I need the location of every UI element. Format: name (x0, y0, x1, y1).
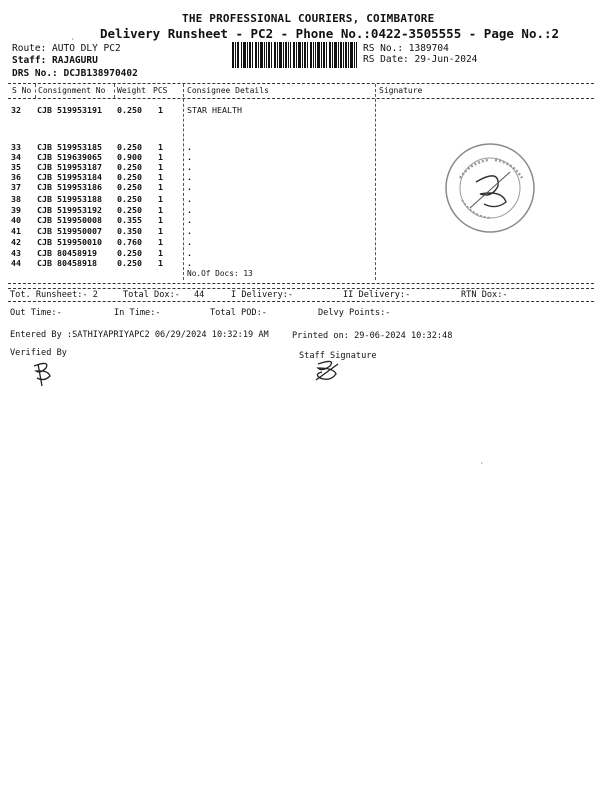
row-sno: 33 (11, 142, 21, 152)
row-weight: 0.760 (117, 237, 142, 247)
row-details: . (187, 258, 192, 268)
rtn-dox: RTN Dox:- (461, 290, 508, 300)
scan-speck: · (71, 36, 75, 43)
row-pcs: 1 (158, 172, 163, 182)
row-sno: 35 (11, 162, 21, 172)
row-consignment: CJB 519953187 (37, 162, 102, 172)
drs-number: DRS No.: DCJB138970402 (12, 68, 138, 79)
staff-signature-icon (310, 358, 344, 384)
column-header-sno: S No (12, 86, 32, 95)
row-pcs: 1 (158, 237, 163, 247)
entered-by: Entered By :SATHIYAPRIYAPC2 06/29/2024 10:32:19 AM (10, 330, 269, 340)
summary-top-rule (8, 288, 594, 289)
barcode-icon (232, 42, 357, 68)
row-details: STAR HEALTH (187, 105, 242, 115)
row-weight: 0.250 (117, 142, 142, 152)
row-sno: 40 (11, 215, 21, 225)
row-weight: 0.250 (117, 194, 142, 204)
row-consignment: CJB 519639065 (37, 152, 102, 162)
rs-number: RS No.: 1389704 (363, 43, 449, 54)
first-delivery: I Delivery:- (231, 290, 294, 300)
row-pcs: 1 (158, 205, 163, 215)
row-weight: 0.250 (117, 258, 142, 268)
column-divider (114, 84, 115, 98)
column-header-consignment: Consignment No (38, 86, 106, 95)
company-title: THE PROFESSIONAL COURIERS, COIMBATORE (182, 12, 435, 25)
row-consignment: CJB 80458919 (37, 248, 97, 258)
table-row (0, 258, 600, 267)
runsheet-title: Delivery Runsheet - PC2 - Phone No.:0422-3505555 - Page No.:2 (100, 26, 560, 41)
row-consignment: CJB 519953188 (37, 194, 102, 204)
second-delivery: II Delivery:- (343, 290, 411, 300)
column-header-details: Consignee Details (187, 86, 269, 95)
row-pcs: 1 (158, 142, 163, 152)
row-consignment: CJB 519953191 (37, 105, 102, 115)
staff-signature-label: Staff Signature (299, 351, 377, 361)
row-consignment: CJB 519953186 (37, 182, 102, 192)
route-label: Route: AUTO DLY PC2 (12, 43, 121, 54)
row-weight: 0.350 (117, 226, 142, 236)
row-pcs: 1 (158, 152, 163, 162)
delivery-points: Delvy Points:- (318, 308, 391, 318)
column-divider (35, 84, 36, 98)
row-sno: 38 (11, 194, 21, 204)
column-header-pcs: PCS (153, 86, 168, 95)
out-time: Out Time:- (10, 308, 62, 318)
row-pcs: 1 (158, 105, 163, 115)
row-weight: 0.250 (117, 182, 142, 192)
row-sno: 37 (11, 182, 21, 192)
row-sno: 34 (11, 152, 21, 162)
row-weight: 0.250 (117, 205, 142, 215)
row-pcs: 1 (158, 226, 163, 236)
row-weight: 0.250 (117, 172, 142, 182)
row-details: . (187, 237, 192, 247)
printed-on: Printed on: 29-06-2024 10:32:48 (292, 331, 453, 341)
docs-count: No.Of Docs: 13 (187, 269, 253, 278)
row-details: . (187, 142, 192, 152)
table-row (0, 105, 600, 114)
verified-by-label: Verified By (10, 348, 67, 358)
table-row (0, 248, 600, 257)
row-sno: 44 (11, 258, 21, 268)
total-dox-value: 44 (194, 290, 205, 300)
row-pcs: 1 (158, 215, 163, 225)
row-consignment: CJB 519953185 (37, 142, 102, 152)
total-runsheet: Tot. Runsheet:- 2 (10, 290, 98, 300)
row-consignment: CJB 519950007 (37, 226, 102, 236)
rs-date: RS Date: 29-Jun-2024 (363, 54, 478, 65)
table-bottom-rule (8, 283, 594, 284)
row-consignment: CJB 80458918 (37, 258, 97, 268)
row-sno: 42 (11, 237, 21, 247)
row-details: . (187, 248, 192, 258)
table-row (0, 237, 600, 246)
summary-bottom-rule (8, 301, 594, 302)
column-header-signature: Signature (379, 86, 423, 95)
row-details: . (187, 205, 192, 215)
verifier-signature-icon (28, 358, 58, 388)
row-details: . (187, 182, 192, 192)
row-details: . (187, 215, 192, 225)
row-sno: 36 (11, 172, 21, 182)
row-weight: 0.250 (117, 105, 142, 115)
total-dox-label: Total Dox:- (123, 290, 180, 300)
row-weight: 0.250 (117, 162, 142, 172)
company-stamp-icon (440, 138, 540, 238)
table-top-rule (8, 83, 594, 84)
staff-label: Staff: RAJAGURU (12, 55, 98, 66)
row-details: . (187, 152, 192, 162)
row-sno: 43 (11, 248, 21, 258)
row-sno: 32 (11, 105, 21, 115)
row-sno: 39 (11, 205, 21, 215)
row-details: . (187, 162, 192, 172)
in-time: In Time:- (114, 308, 161, 318)
row-pcs: 1 (158, 194, 163, 204)
row-details: . (187, 194, 192, 204)
row-consignment: CJB 519950008 (37, 215, 102, 225)
row-consignment: CJB 519953184 (37, 172, 102, 182)
row-sno: 41 (11, 226, 21, 236)
row-pcs: 1 (158, 162, 163, 172)
row-pcs: 1 (158, 248, 163, 258)
row-weight: 0.355 (117, 215, 142, 225)
scan-speck: · (480, 460, 484, 467)
row-weight: 0.250 (117, 248, 142, 258)
row-details: . (187, 226, 192, 236)
table-header-rule (8, 98, 594, 99)
row-pcs: 1 (158, 182, 163, 192)
row-consignment: CJB 519953192 (37, 205, 102, 215)
total-pod: Total POD:- (210, 308, 267, 318)
row-pcs: 1 (158, 258, 163, 268)
column-header-weight: Weight (117, 86, 146, 95)
row-consignment: CJB 519950010 (37, 237, 102, 247)
row-details: . (187, 172, 192, 182)
row-weight: 0.900 (117, 152, 142, 162)
